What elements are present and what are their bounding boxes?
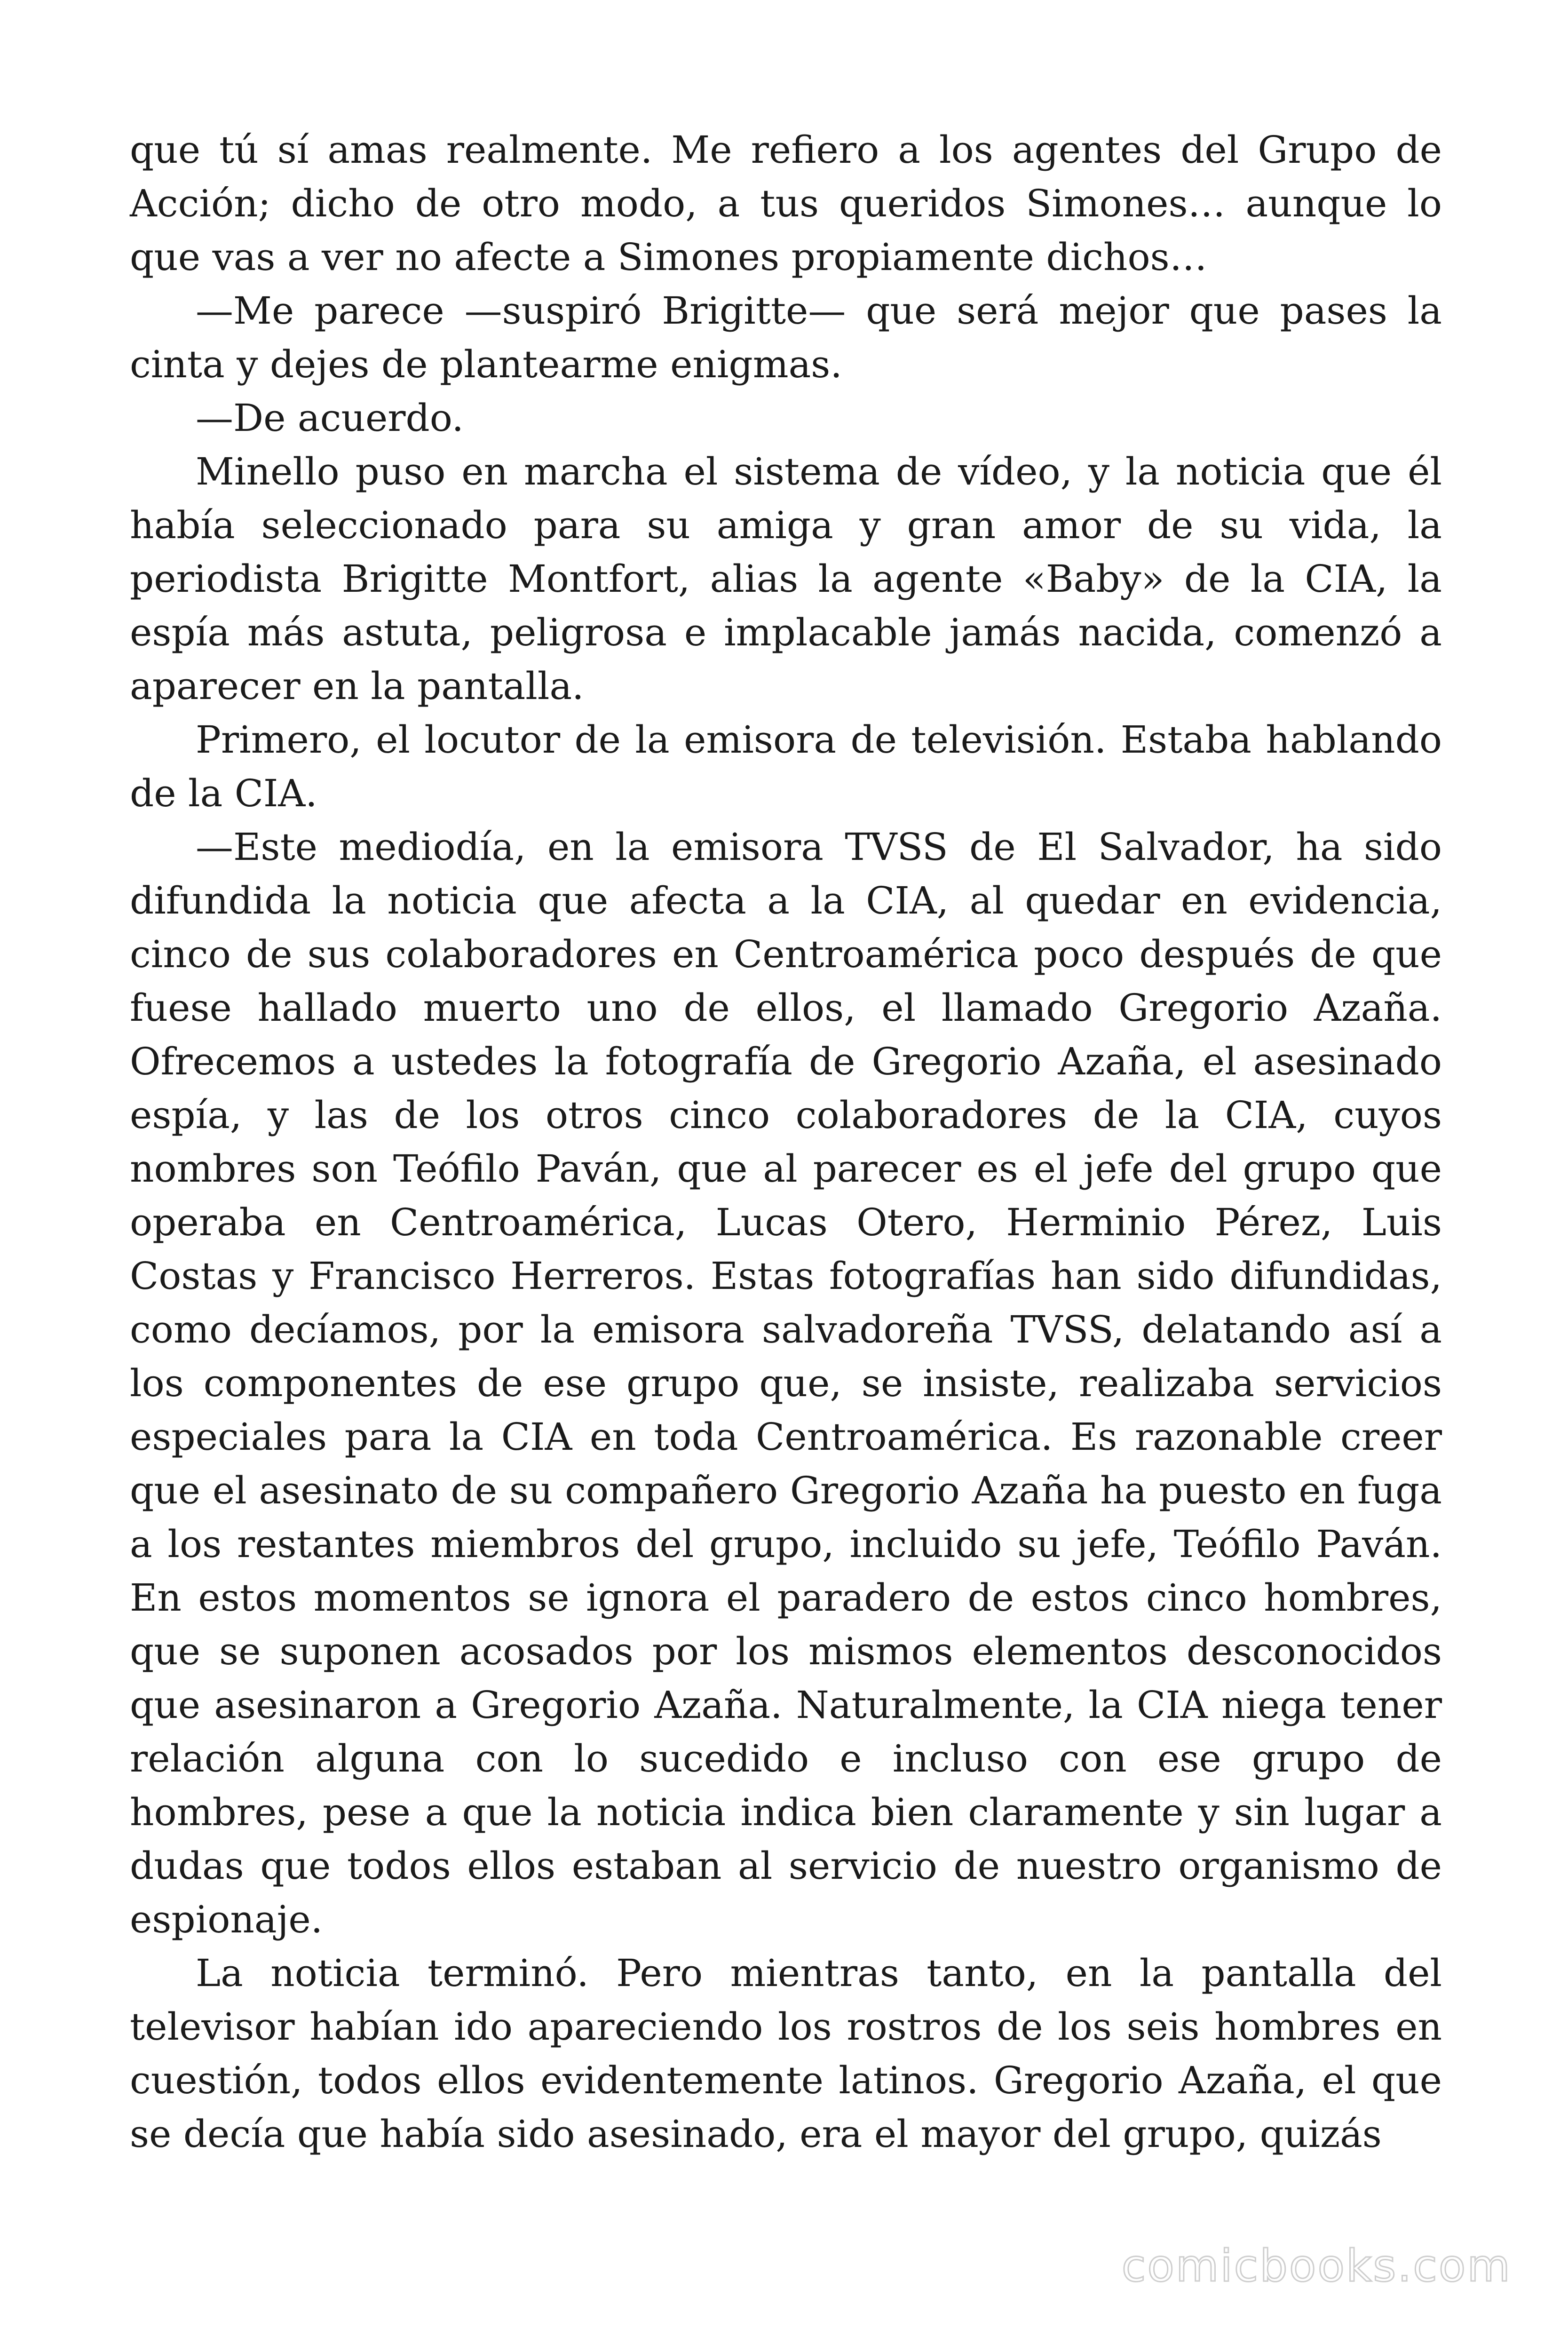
paragraph-2: —Me parece —suspiró Brigitte— que será mejor que pases la cinta y dejes de plantearme enigmas. bbox=[130, 289, 1442, 386]
page-text bbox=[130, 123, 1442, 2161]
paragraph-5: Primero, el locutor de la emisora de televisión. Estaba hablando de la CIA. bbox=[130, 718, 1442, 815]
paragraph-3: —De acuerdo. bbox=[196, 396, 464, 440]
paragraph-4: Minello puso en marcha el sistema de vídeo, y la noticia que él había seleccionado para su amiga y gran amor de su vida, la periodista Brigitte Montfort, alias la agente «Baby» de la CIA, la espía más astuta, peligrosa e implacable jamás nacida, comenzó a aparecer en la pantalla. bbox=[130, 450, 1442, 708]
paragraph-7: La noticia terminó. Pero mientras tanto, en la pantalla del televisor habían ido apareciendo los rostros de los seis hombres en cuestión, todos ellos evidentemente latinos. Gregorio Azaña, el que se decía que había sido asesinado, era el mayor del grupo, quizás bbox=[130, 1951, 1442, 2156]
paragraph-1: que tú sí amas realmente. Me refiero a los agentes del Grupo de Acción; dicho de otro modo, a tus queridos Simones… aunque lo que vas a ver no afecte a Simones propiamente dichos… bbox=[130, 128, 1442, 279]
paragraph-6: —Este mediodía, en la emisora TVSS de El Salvador, ha sido difundida la noticia que afecta a la CIA, al quedar en evidencia, cinco de sus colaboradores en Centroamérica poco después de que fuese hallado muerto uno de ellos, el llamado Gregorio Azaña. Ofrecemos a ustedes la fotografía de Gregorio Azaña, el asesinado espía, y las de los otros cinco colaboradores de la CIA, cuyos nombres son Teófilo Paván, que al parecer es el jefe del grupo que operaba en Centroamérica, Lucas Otero, Herminio Pérez, Luis Costas y Francisco Herreros. Estas fotografías han sido difundidas, como decíamos, por la emisora salvadoreña TVSS, delatando así a los componentes de ese grupo que, se insiste, realizaba servicios especiales para la CIA en toda Centroamérica. Es razonable creer que el asesinato de su compañero Gregorio Azaña ha puesto en fuga a los restantes miembros del grupo, incluido su jefe, Teófilo Paván. En estos momentos se ignora el paradero de estos cinco hombres, que se suponen acosados por los mismos elementos desconocidos que asesinaron a Gregorio Azaña. Naturalmente, la CIA niega tener relación alguna con lo sucedido e incluso con ese grupo de hombres, pese a que la noticia indica bien claramente y sin lugar a dudas que todos ellos estaban al servicio de nuestro organismo de espionaje. bbox=[130, 825, 1442, 1941]
watermark-logo: comicbooks.com bbox=[1121, 2241, 1512, 2292]
